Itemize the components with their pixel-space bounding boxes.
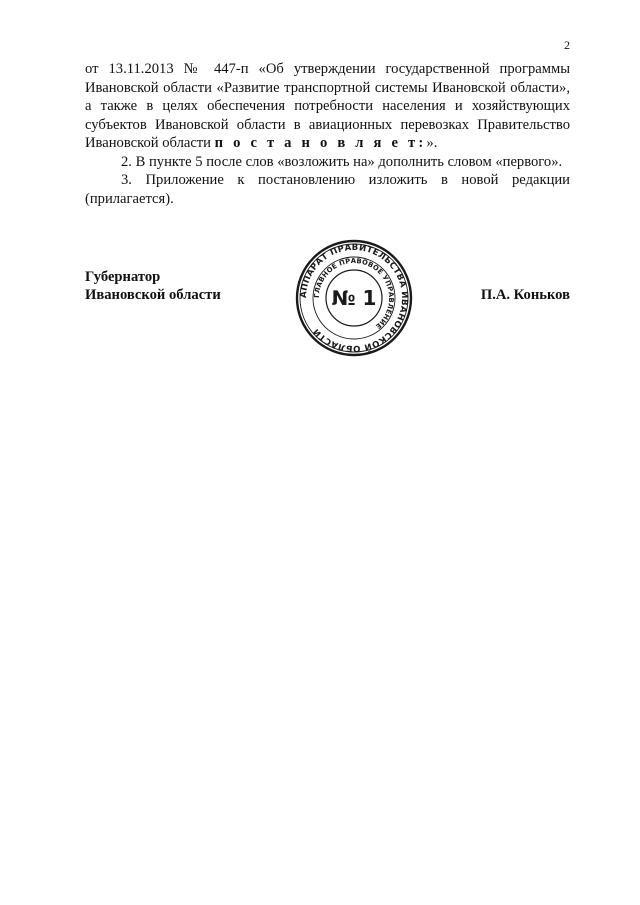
seal-inner-text: ГЛАВНОЕ ПРАВОВОЕ УПРАВЛЕНИЕ bbox=[312, 256, 396, 331]
paragraph-2: 2. В пункте 5 после слов «возложить на» дополнить словом «первого». bbox=[121, 153, 563, 170]
seal-number: № 1 bbox=[331, 286, 377, 310]
paragraph-3: 3. Приложение к постановлению изложить в новой редакции (прилагается). bbox=[85, 172, 570, 207]
signatory-title-line-2: Ивановской области bbox=[85, 287, 221, 303]
paragraph-1-text: от 13.11.2013 № 447-п «Об утверждении государственной программы Ивановской области «Развитие транспортной системы Ивановской области», а также в целях обеспечения потребности населения и хозяйствующих субъектов Ивановской области в авиационных перевозках Правительство Ивановской области bbox=[85, 61, 570, 151]
resolves-word: п о с т а н о в л я е т: bbox=[214, 135, 427, 151]
paragraph-1 bbox=[85, 60, 570, 153]
paragraph-1-end: ». bbox=[426, 135, 438, 151]
signatory-title-line-1: Губернатор bbox=[85, 269, 161, 285]
seal-graphic bbox=[294, 238, 414, 358]
official-seal bbox=[294, 238, 414, 358]
seal-ring-text: АППАРАТ ПРАВИТЕЛЬСТВА ИВАНОВСКОЙ ОБЛАСТИ bbox=[298, 242, 410, 354]
signatory-name: П.А. Коньков bbox=[480, 287, 570, 303]
signatory-title bbox=[85, 268, 221, 304]
document-body bbox=[85, 60, 570, 208]
page-number: 2 bbox=[564, 38, 570, 52]
